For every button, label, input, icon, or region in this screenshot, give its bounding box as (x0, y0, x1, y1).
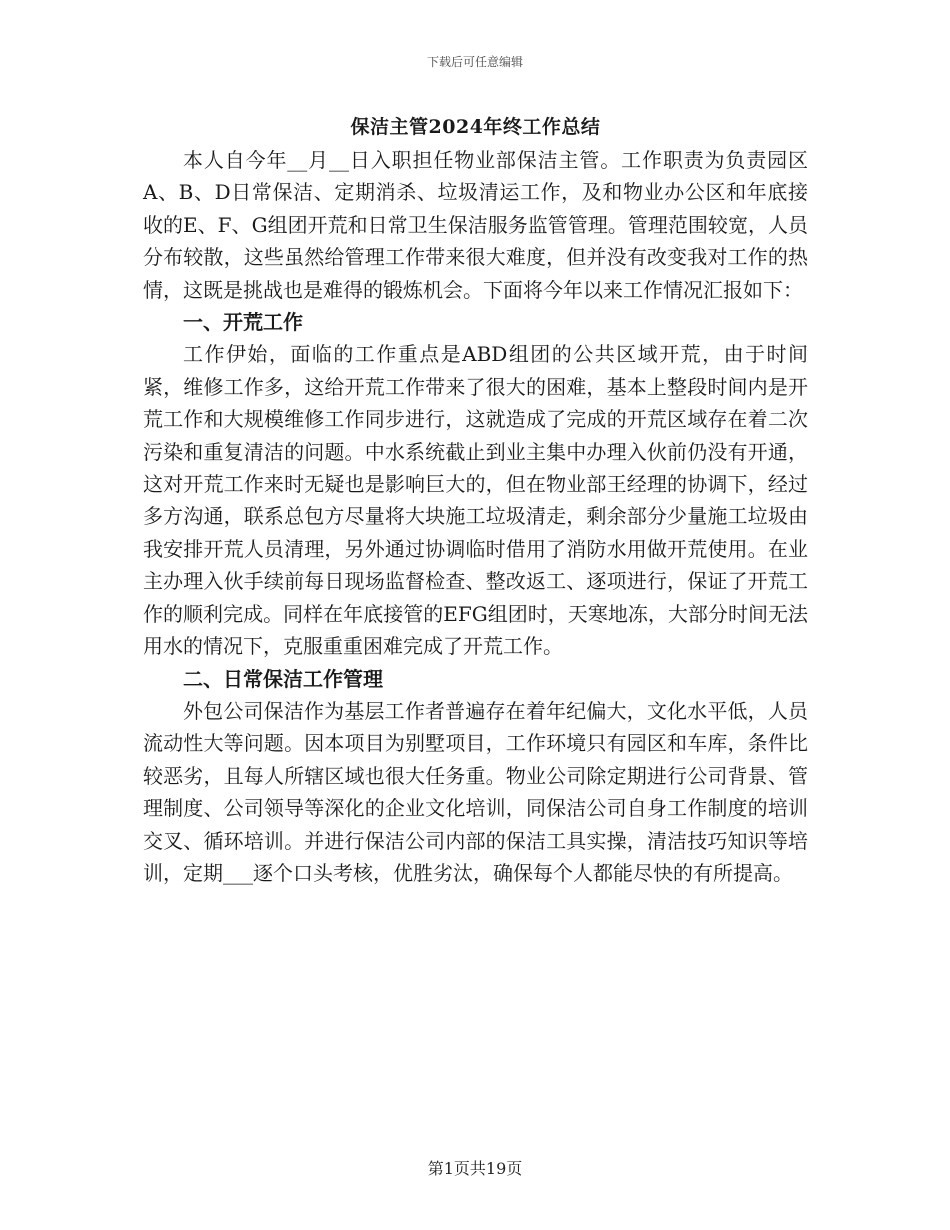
section-heading-1: 一、开荒工作 (183, 310, 303, 335)
page-number: 第1页共19页 (427, 1159, 523, 1178)
document-body (143, 110, 808, 889)
section-body-1: 工作伊始，面临的工作重点是ABD组团的公共区域开荒，由于时间紧，维修工作多，这给开荒工作带来了很大的困难，基本上整段时间内是开荒工作和大规模维修工作同步进行，这就造成了完成的开荒区域存在着二次污染和重复清洁的问题。中水系统截止到业主集中办理入伙前仍没有开通，这对开荒工作来时无疑也是影响巨大的，但在物业部王经理的协调下，经过多方沟通，联系总包方尽量将大块施工垃圾清走，剩余部分少量施工垃圾由我安排开荒人员清理，另外通过协调临时借用了消防水用做开荒使用。在业主办理入伙手续前每日现场监督检查、整改返工、逐项进行，保证了开荒工作的顺利完成。同样在年底接管的EFG组团时，天寒地冻，大部分时间无法用水的情况下，克服重重困难完成了开荒工作。 (143, 342, 808, 659)
section-heading-2: 二、日常保洁工作管理 (183, 666, 383, 691)
intro-paragraph: 本人自今年__月__日入职担任物业部保洁主管。工作职责为负责园区A、B、D日常保洁、定期消杀、垃圾清运工作，及和物业办公区和年底接收的E、F、G组团开荒和日常卫生保洁服务监管管理。管理范围较宽，人员分布较散，这些虽然给管理工作带来很大难度，但并没有改变我对工作的热情，这既是挑战也是难得的锻炼机会。下面将今年以来工作情况汇报如下： (143, 148, 808, 302)
document-title: 保洁主管2024年终工作总结 (350, 116, 601, 138)
page-header-note: 下载后可任意编辑 (426, 55, 523, 69)
section-body-2: 外包公司保洁作为基层工作者普遍存在着年纪偏大，文化水平低，人员流动性大等问题。因本项目为别墅项目，工作环境只有园区和车库，条件比较恶劣，且每人所辖区域也很大任务重。物业公司除定期进行公司背景、管理制度、公司领导等深化的企业文化培训，同保洁公司自身工作制度的培训交叉、循环培训。并进行保洁公司内部的保洁工具实操，清洁技巧知识等培训，定期___逐个口头考核，优胜劣汰，确保每个人都能尽快的有所提高。 (143, 698, 808, 885)
